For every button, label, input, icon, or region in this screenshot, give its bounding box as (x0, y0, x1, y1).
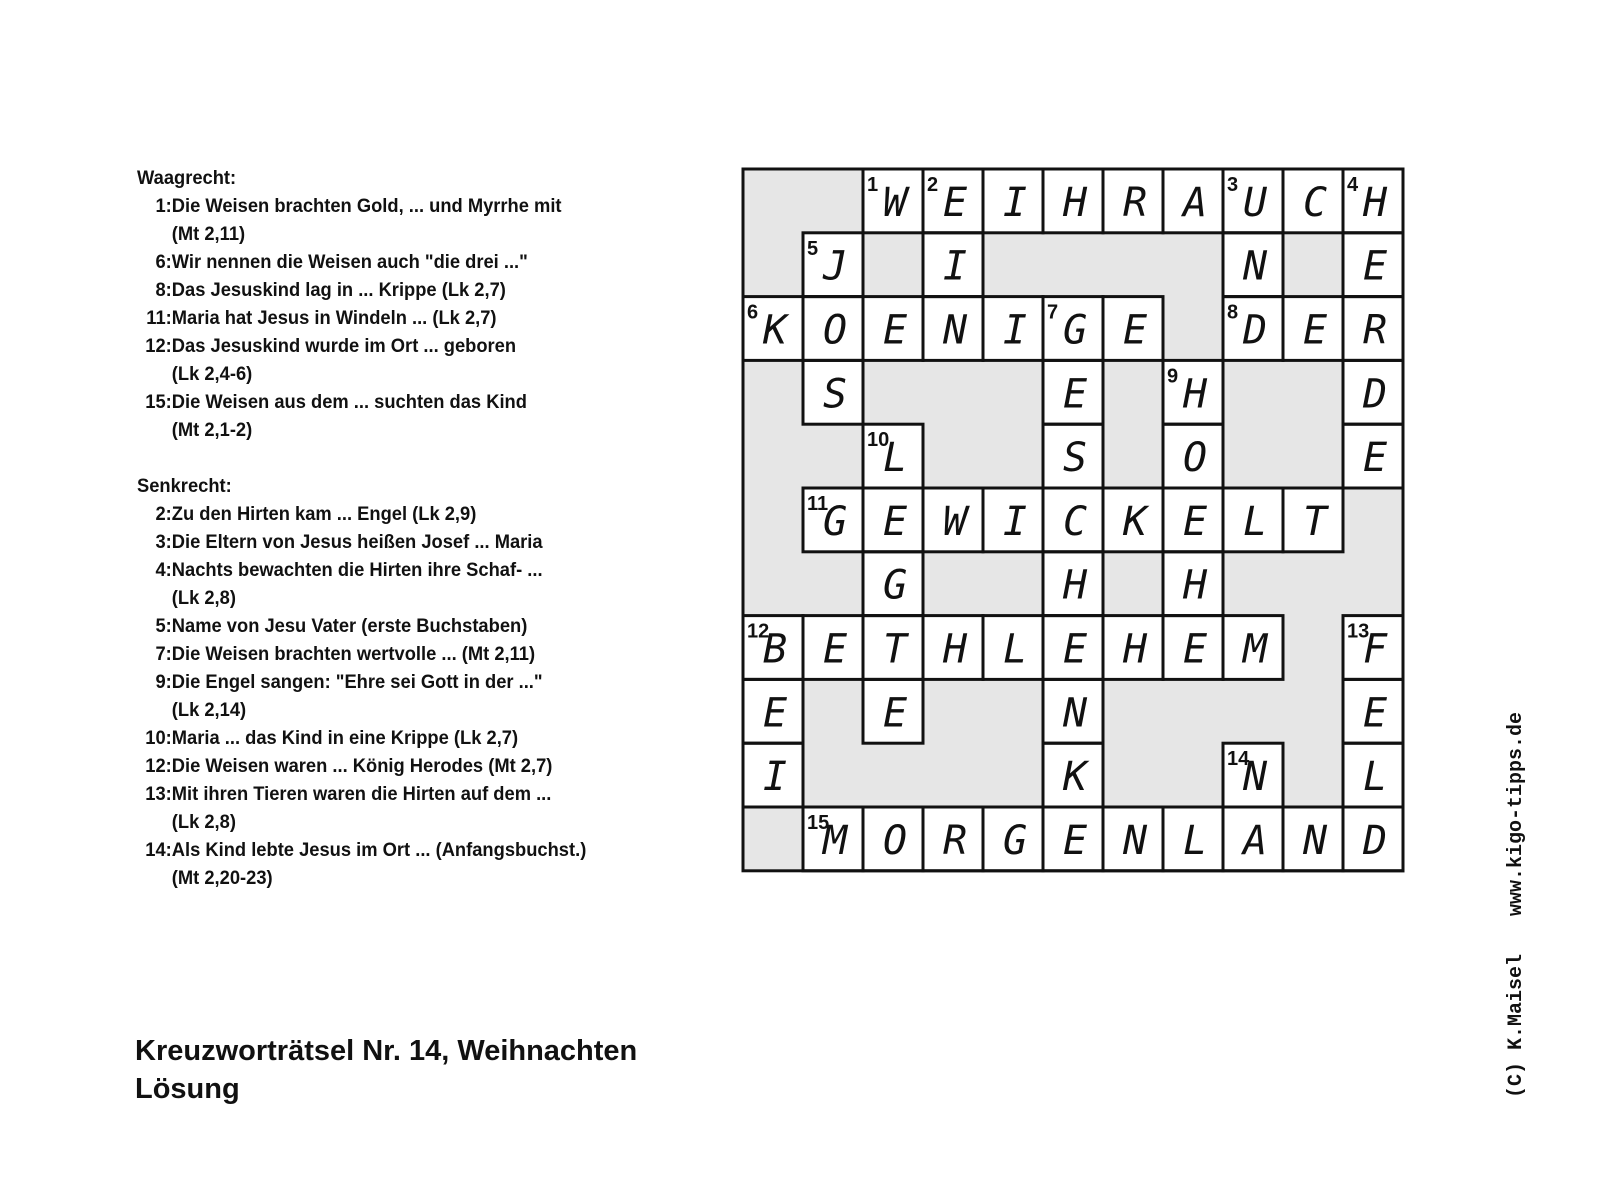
grid-letter: B (762, 626, 788, 673)
grid-letter: H (1362, 179, 1388, 226)
clue-text: Maria ... das Kind in eine Krippe (Lk 2,7) (171, 727, 519, 749)
clue-text: Maria hat Jesus in Windeln ... (Lk 2,7) (171, 307, 497, 329)
grid-clue-number: 3 (1227, 174, 1239, 196)
puzzle-subtitle: Lösung (135, 1073, 240, 1105)
clue-number: 7: (155, 643, 172, 665)
across-clues (137, 192, 663, 444)
grid-letter: E (1302, 307, 1328, 354)
grid-letter: S (822, 371, 848, 418)
grid-clue-number: 12 (747, 620, 770, 643)
clue-text: Nachts bewachten die Hirten ihre Schaf- ... (171, 559, 543, 581)
grid-letter: E (942, 179, 968, 226)
clue-text: Die Weisen brachten Gold, ... und Myrrhe mit (171, 195, 562, 217)
crossword-grid (743, 169, 1403, 871)
clue-number: 8: (155, 279, 172, 301)
grid-clue-number: 6 (747, 301, 759, 324)
clue-text: (Lk 2,4-6) (171, 363, 253, 385)
grid-letter: W (942, 498, 968, 545)
across-clue (137, 248, 663, 276)
puzzle-title: Kreuzworträtsel Nr. 14, Weihnachten (135, 1035, 638, 1067)
grid-letter: E (1362, 435, 1388, 482)
down-heading: Senkrecht: (137, 475, 232, 497)
grid-clue-number: 1 (867, 174, 879, 196)
grid-clue-number: 5 (807, 237, 819, 260)
clue-text: Die Weisen brachten wertvolle ... (Mt 2,11) (171, 643, 536, 665)
grid-letter: C (1062, 498, 1088, 545)
down-clue (137, 500, 663, 528)
clue-number: 3: (155, 531, 172, 553)
grid-letter: R (1122, 179, 1148, 226)
grid-letter: E (1182, 498, 1208, 545)
down-clue (137, 836, 663, 892)
grid-letter: L (1242, 498, 1268, 545)
grid-letter: E (1062, 817, 1088, 864)
grid-clue-number: 4 (1347, 174, 1359, 196)
across-clue (137, 192, 663, 248)
clue-number: 5: (155, 615, 172, 637)
grid-letter: O (882, 817, 908, 864)
across-clue (137, 276, 663, 304)
clue-number: 4: (155, 559, 172, 581)
grid-letter: H (1062, 179, 1088, 226)
across-clue (137, 304, 663, 332)
credit-author: (C) K.Maisel (1505, 953, 1528, 1098)
credit-website: www.kigo-tipps.de (1505, 711, 1528, 916)
clue-number: 11: (146, 307, 172, 329)
clue-text: Die Engel sangen: "Ehre sei Gott in der ..." (171, 671, 543, 693)
grid-clue-number: 11 (807, 493, 829, 515)
grid-letter: D (1242, 307, 1268, 354)
grid-letter: E (1182, 626, 1208, 673)
clue-text: (Lk 2,8) (171, 811, 236, 833)
clue-text: Name von Jesu Vater (erste Buchstaben) (171, 615, 528, 637)
grid-letter: G (1002, 817, 1028, 864)
grid-letter: A (1182, 179, 1208, 226)
grid-letter: L (882, 435, 908, 482)
clue-text: (Mt 2,20-23) (171, 867, 273, 889)
grid-letter: K (762, 307, 788, 354)
grid-letter: H (1182, 562, 1208, 609)
puzzle-title-block (135, 1032, 637, 1108)
clue-text: Als Kind lebte Jesus im Ort ... (Anfangsbuchst.) (171, 839, 587, 861)
grid-letter: F (1362, 626, 1388, 673)
grid-letter: E (1062, 626, 1088, 673)
clue-number: 2: (155, 503, 172, 525)
grid-letter: E (882, 498, 908, 545)
across-clue (137, 332, 663, 388)
clue-number: 1: (155, 195, 172, 217)
grid-letter: D (1362, 371, 1388, 418)
across-clue (137, 388, 663, 444)
grid-letter: R (1362, 307, 1388, 354)
grid-clue-number: 14 (1227, 748, 1250, 771)
grid-letter: N (1242, 754, 1268, 801)
down-clue (137, 612, 663, 640)
grid-letter: G (882, 562, 908, 609)
grid-letter: N (1122, 817, 1148, 864)
clue-number: 13: (145, 783, 172, 805)
grid-letter: N (942, 307, 968, 354)
grid-letter: K (1122, 498, 1148, 545)
clue-number: 10: (145, 727, 172, 749)
clue-text: Die Eltern von Jesus heißen Josef ... Maria (171, 531, 543, 553)
grid-letter: S (1062, 435, 1088, 482)
grid-letter: E (1362, 243, 1388, 290)
credits (1505, 712, 1528, 1098)
clue-text: Die Weisen waren ... König Herodes (Mt 2,7) (171, 755, 553, 777)
grid-letter: M (1242, 626, 1268, 673)
grid-letter: I (1002, 179, 1028, 226)
down-clue (137, 752, 663, 780)
grid-letter: E (1122, 307, 1148, 354)
clue-text: Das Jesuskind wurde im Ort ... geboren (171, 335, 517, 357)
grid-letter: I (762, 754, 788, 801)
grid-letter: R (942, 817, 968, 864)
grid-letter: G (1062, 307, 1088, 354)
down-clue (137, 780, 663, 836)
grid-letter: C (1302, 179, 1328, 226)
grid-letter: G (822, 498, 848, 545)
grid-letter: O (822, 307, 848, 354)
grid-clue-number: 2 (927, 174, 939, 196)
clue-text: Mit ihren Tieren waren die Hirten auf dem ... (171, 783, 552, 805)
grid-letter: O (1182, 435, 1208, 482)
grid-letter: J (822, 243, 848, 290)
grid-clue-number: 8 (1227, 301, 1239, 324)
grid-letter: H (1062, 562, 1088, 609)
grid-letter: N (1062, 690, 1088, 737)
grid-letter: T (1302, 498, 1328, 545)
grid-letter: E (882, 690, 908, 737)
clue-text: (Mt 2,1-2) (171, 419, 253, 441)
grid-letter: L (1362, 754, 1388, 801)
clue-text: (Lk 2,8) (171, 587, 236, 609)
grid-letter: I (942, 243, 968, 290)
grid-letter: I (1002, 498, 1028, 545)
grid-clue-number: 13 (1347, 620, 1370, 643)
grid-clue-number: 10 (867, 429, 890, 452)
grid-letter: I (1002, 307, 1028, 354)
grid-letter: H (942, 626, 968, 673)
clue-text: Wir nennen die Weisen auch "die drei ..." (171, 251, 528, 273)
down-clue (137, 724, 663, 752)
grid-clue-number: 9 (1167, 365, 1179, 388)
clue-number: 9: (155, 671, 172, 693)
grid-letter: H (1122, 626, 1148, 673)
down-clue (137, 528, 663, 556)
grid-letter: E (882, 307, 908, 354)
clue-text: Zu den Hirten kam ... Engel (Lk 2,9) (171, 503, 477, 525)
grid-letter: E (1362, 690, 1388, 737)
grid-letter: W (882, 179, 908, 226)
clue-number: 6: (155, 251, 172, 273)
down-clue (137, 640, 663, 668)
clue-list (137, 164, 663, 892)
grid-letter: A (1242, 817, 1268, 864)
crossword-svg (743, 169, 1403, 871)
grid-letter: K (1062, 754, 1088, 801)
clue-number: 14: (145, 839, 172, 861)
grid-letter: U (1242, 179, 1268, 226)
down-clue (137, 668, 663, 724)
grid-letter: N (1302, 817, 1328, 864)
down-clue (137, 556, 663, 612)
grid-letter: L (1002, 626, 1028, 673)
clue-text: Das Jesuskind lag in ... Krippe (Lk 2,7) (171, 279, 506, 301)
clue-text: (Mt 2,11) (171, 223, 246, 245)
grid-clue-number: 15 (807, 812, 830, 834)
grid-letter: D (1362, 817, 1388, 864)
clue-text: (Lk 2,14) (171, 699, 247, 721)
grid-letter: T (882, 626, 908, 673)
clue-text: Die Weisen aus dem ... suchten das Kind (171, 391, 527, 413)
grid-letter: L (1182, 817, 1208, 864)
grid-letter: E (822, 626, 848, 673)
grid-letter: H (1182, 371, 1208, 418)
grid-letter: N (1242, 243, 1268, 290)
grid-letter: E (1062, 371, 1088, 418)
clue-number: 15: (145, 391, 172, 413)
clue-number: 12: (145, 335, 172, 357)
grid-letter: M (822, 817, 848, 864)
grid-clue-number: 7 (1047, 301, 1059, 324)
down-clues (137, 500, 663, 892)
across-heading: Waagrecht: (137, 167, 237, 189)
grid-letter: E (762, 690, 788, 737)
clue-number: 12: (145, 755, 172, 777)
